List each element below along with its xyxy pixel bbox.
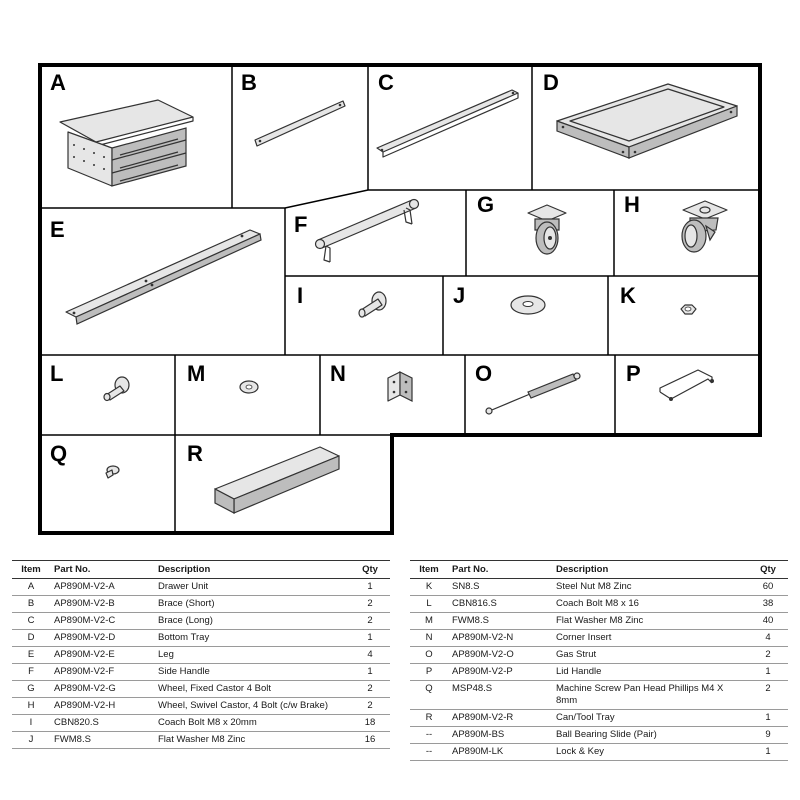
panel-label-g: G (477, 192, 495, 217)
cell-qty: 1 (748, 744, 788, 761)
header-item: Item (12, 561, 50, 579)
cell-qty: 38 (748, 596, 788, 613)
cell-description: Gas Strut (552, 647, 748, 664)
table-row (12, 681, 390, 698)
cell-qty: 4 (350, 647, 390, 664)
coach-bolt-m8x16-drawing (104, 377, 129, 401)
cell-item: N (410, 630, 448, 647)
cell-item: -- (410, 744, 448, 761)
cell-qty: 9 (748, 727, 788, 744)
table-row (12, 596, 390, 613)
cell-description: Coach Bolt M8 x 20mm (154, 715, 350, 732)
cell-part-no: CBN820.S (50, 715, 154, 732)
cell-part-no: AP890M-V2-P (448, 664, 552, 681)
panel-label-i: I (297, 283, 304, 308)
header-item: Item (410, 561, 448, 579)
table-row (410, 727, 788, 744)
bottom-tray-drawing (557, 84, 737, 158)
cell-qty: 2 (350, 596, 390, 613)
cell-description: Coach Bolt M8 x 16 (552, 596, 748, 613)
cell-part-no: SN8.S (448, 579, 552, 596)
cell-part-no: FWM8.S (448, 613, 552, 630)
cell-description: Drawer Unit (154, 579, 350, 596)
header-description: Description (552, 561, 748, 579)
table-row (410, 681, 788, 710)
cell-part-no: AP890M-V2-F (50, 664, 154, 681)
panel-label-p: P (626, 361, 641, 386)
cell-description: Wheel, Fixed Castor 4 Bolt (154, 681, 350, 698)
panel-label-k: K (620, 283, 636, 308)
cell-description: Corner Insert (552, 630, 748, 647)
table-header-row (410, 561, 788, 579)
panel-label-j: J (453, 283, 466, 308)
cell-qty: 40 (748, 613, 788, 630)
lid-handle-drawing (660, 370, 714, 401)
table-row (12, 647, 390, 664)
panel-label-r: R (187, 441, 203, 466)
cell-part-no: AP890M-V2-G (50, 681, 154, 698)
cell-qty: 1 (350, 664, 390, 681)
table-row (12, 715, 390, 732)
cell-qty: 2 (350, 681, 390, 698)
cell-part-no: FWM8.S (50, 732, 154, 749)
corner-insert-drawing (388, 372, 412, 401)
table-row (12, 698, 390, 715)
header-qty: Qty (350, 561, 390, 579)
panel-label-a: A (50, 70, 66, 95)
cell-qty: 4 (748, 630, 788, 647)
cell-part-no: AP890M-V2-C (50, 613, 154, 630)
cell-part-no: MSP48.S (448, 681, 552, 710)
cell-description: Lock & Key (552, 744, 748, 761)
cell-description: Steel Nut M8 Zinc (552, 579, 748, 596)
cell-part-no: AP890M-V2-B (50, 596, 154, 613)
cell-qty: 60 (748, 579, 788, 596)
cell-qty: 1 (350, 579, 390, 596)
table-row (410, 647, 788, 664)
cell-description: Side Handle (154, 664, 350, 681)
brace-long-drawing (377, 90, 518, 157)
flat-washer-small-drawing (240, 381, 258, 393)
table-row (12, 613, 390, 630)
panel-label-d: D (543, 70, 559, 95)
cell-description: Ball Bearing Slide (Pair) (552, 727, 748, 744)
cell-qty: 16 (350, 732, 390, 749)
cell-description: Can/Tool Tray (552, 710, 748, 727)
fixed-castor-drawing (528, 205, 566, 254)
panel-label-o: O (475, 361, 493, 386)
table-row (410, 630, 788, 647)
cell-part-no: AP890M-V2-E (50, 647, 154, 664)
table-row (410, 664, 788, 681)
tool-tray-drawing (215, 447, 339, 513)
panel-label-e: E (50, 217, 65, 242)
cell-part-no: AP890M-V2-N (448, 630, 552, 647)
cell-part-no: CBN816.S (448, 596, 552, 613)
table-row (12, 630, 390, 647)
cell-qty: 1 (748, 664, 788, 681)
panel-label-q: Q (50, 441, 68, 466)
panel-label-l: L (50, 361, 64, 386)
header-part-no: Part No. (50, 561, 154, 579)
header-part-no: Part No. (448, 561, 552, 579)
cell-item: K (410, 579, 448, 596)
table-header-row (12, 561, 390, 579)
cell-part-no: AP890M-V2-H (50, 698, 154, 715)
cell-item: O (410, 647, 448, 664)
header-qty: Qty (748, 561, 788, 579)
cell-item: F (12, 664, 50, 681)
cell-part-no: AP890M-V2-A (50, 579, 154, 596)
cell-item: H (12, 698, 50, 715)
leg-drawing (66, 230, 261, 324)
panel-label-n: N (330, 361, 346, 386)
table-row (12, 732, 390, 749)
cell-part-no: AP890M-V2-R (448, 710, 552, 727)
cell-description: Brace (Short) (154, 596, 350, 613)
steel-nut-drawing (681, 305, 696, 314)
flat-washer-m8-drawing (511, 296, 545, 314)
cell-item: R (410, 710, 448, 727)
side-handle-drawing (316, 200, 419, 263)
panel-label-f: F (294, 212, 308, 237)
panel-label-m: M (187, 361, 206, 386)
swivel-castor-drawing (682, 201, 727, 252)
cell-part-no: AP890M-LK (448, 744, 552, 761)
cell-item: A (12, 579, 50, 596)
table-row (410, 596, 788, 613)
drawer-unit-drawing (60, 100, 193, 186)
cell-part-no: AP890M-V2-O (448, 647, 552, 664)
parts-table-right (410, 560, 788, 761)
cell-description: Flat Washer M8 Zinc (552, 613, 748, 630)
cell-description: Lid Handle (552, 664, 748, 681)
table-row (410, 710, 788, 727)
cell-qty: 1 (350, 630, 390, 647)
cell-qty: 2 (350, 698, 390, 715)
cell-item: L (410, 596, 448, 613)
panel-label-c: C (378, 70, 394, 95)
cell-description: Brace (Long) (154, 613, 350, 630)
cell-qty: 2 (748, 681, 788, 710)
panel-label-b: B (241, 70, 257, 95)
cell-item: B (12, 596, 50, 613)
cell-description: Machine Screw Pan Head Phillips M4 X 8mm (552, 681, 748, 710)
table-row (410, 613, 788, 630)
cell-item: D (12, 630, 50, 647)
parts-table-left (12, 560, 390, 749)
cell-item: I (12, 715, 50, 732)
cell-item: M (410, 613, 448, 630)
cell-qty: 2 (350, 613, 390, 630)
table-row (12, 579, 390, 596)
table-row (410, 744, 788, 761)
machine-screw-drawing (106, 466, 119, 478)
cell-qty: 18 (350, 715, 390, 732)
cell-qty: 2 (748, 647, 788, 664)
gas-strut-drawing (486, 373, 580, 414)
cell-description: Leg (154, 647, 350, 664)
cell-item: J (12, 732, 50, 749)
cell-item: E (12, 647, 50, 664)
cell-item: G (12, 681, 50, 698)
cell-item: C (12, 613, 50, 630)
table-row (410, 579, 788, 596)
cell-item: P (410, 664, 448, 681)
cell-part-no: AP890M-V2-D (50, 630, 154, 647)
coach-bolt-m8x20-drawing (359, 292, 386, 317)
panel-label-h: H (624, 192, 640, 217)
cell-description: Wheel, Swivel Castor, 4 Bolt (c/w Brake) (154, 698, 350, 715)
cell-description: Flat Washer M8 Zinc (154, 732, 350, 749)
cell-part-no: AP890M-BS (448, 727, 552, 744)
cell-item: -- (410, 727, 448, 744)
table-row (12, 664, 390, 681)
cell-qty: 1 (748, 710, 788, 727)
cell-item: Q (410, 681, 448, 710)
header-description: Description (154, 561, 350, 579)
brace-short-drawing (255, 101, 345, 146)
cell-description: Bottom Tray (154, 630, 350, 647)
